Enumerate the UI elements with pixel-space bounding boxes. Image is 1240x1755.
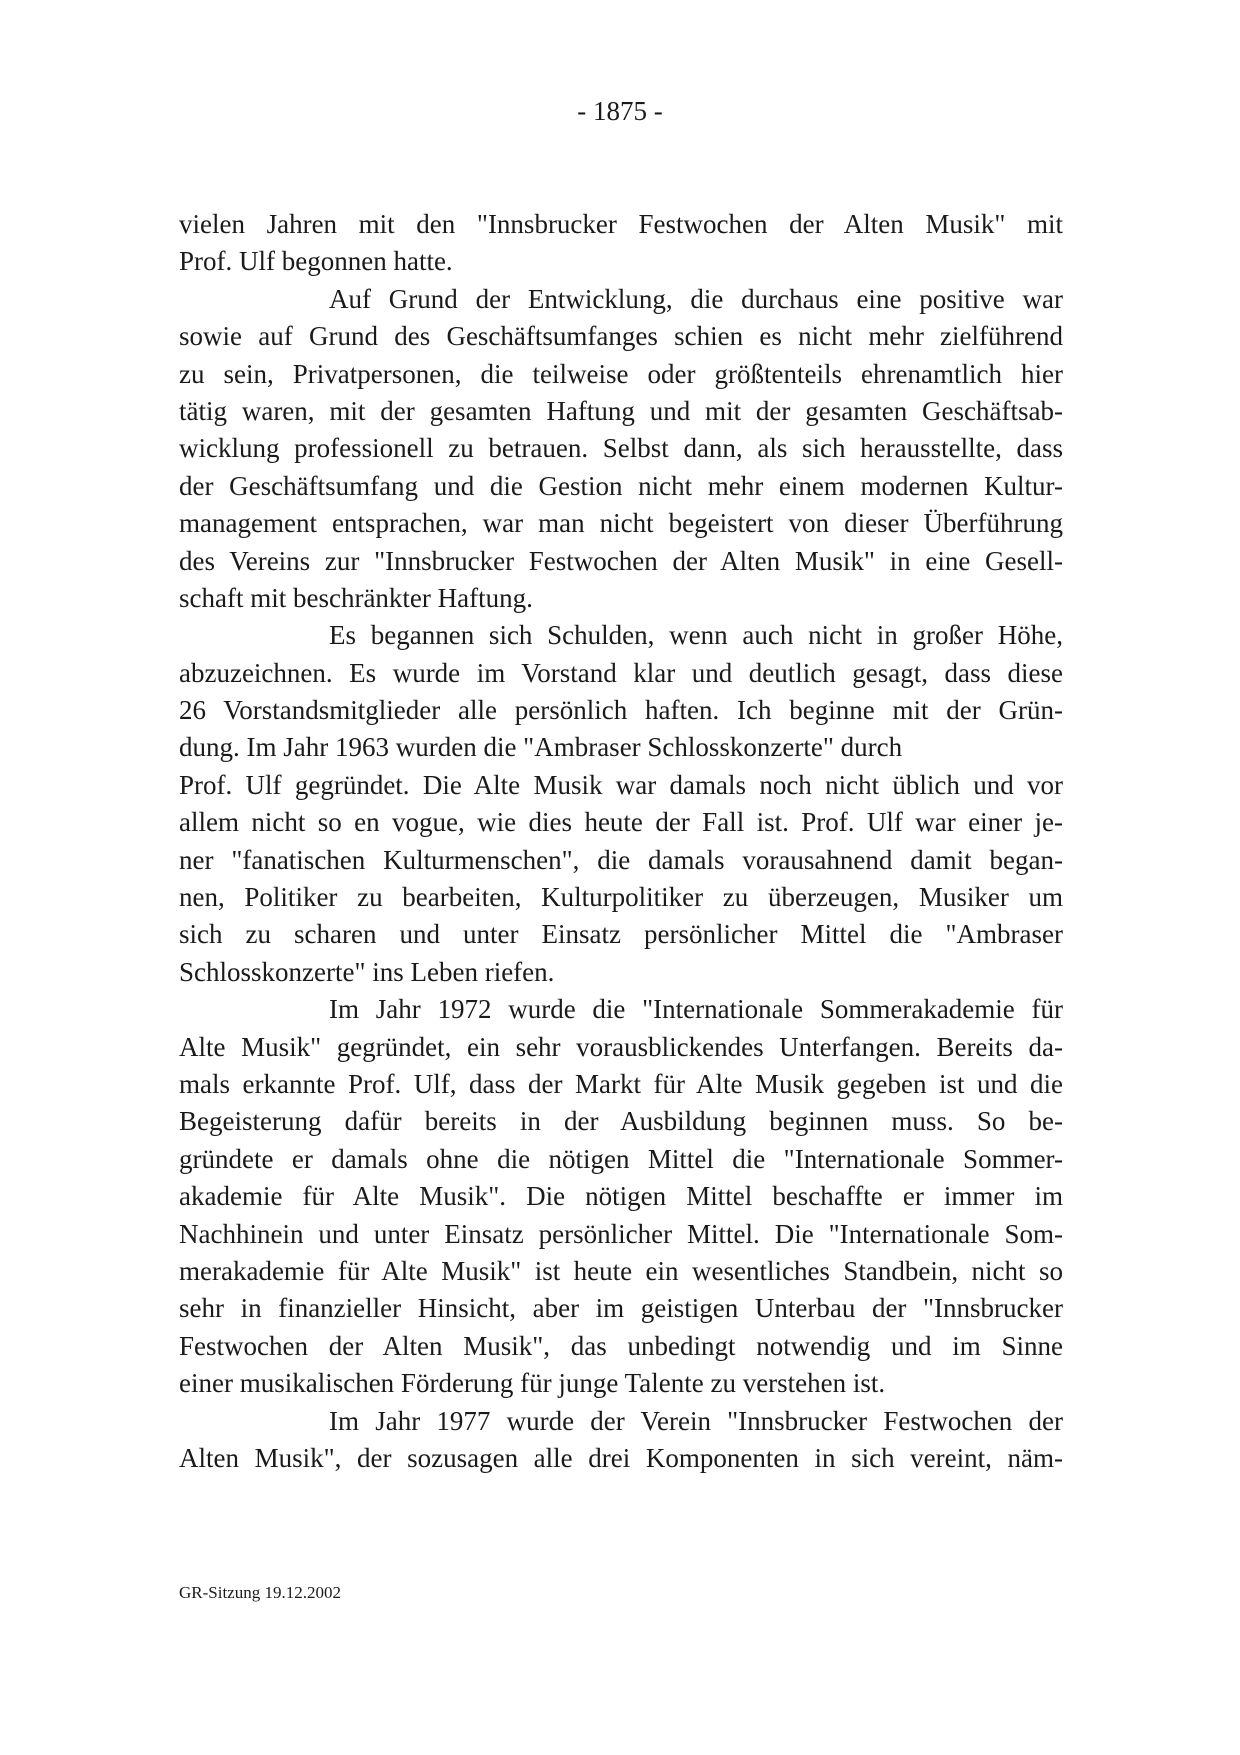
text-line: Im Jahr 1972 wurde die "Internationale Sommerakademie für	[329, 994, 1063, 1025]
text-line: Alte Musik" gegründet, ein sehr vorausblickendes Unterfangen. Bereits da-	[179, 1031, 1063, 1062]
text-line: akademie für Alte Musik". Die nötigen Mittel beschaffte er immer im	[179, 1181, 1063, 1212]
text-line: 26 Vorstandsmitglieder alle persönlich haften. Ich beginne mit der Grün-	[179, 695, 1063, 726]
text-line: Prof. Ulf begonnen hatte.	[179, 246, 453, 277]
text-line: Alten Musik", der sozusagen alle drei Komponenten in sich vereint, näm-	[179, 1442, 1063, 1473]
text-line: sowie auf Grund des Geschäftsumfanges schien es nicht mehr zielführend	[179, 321, 1063, 352]
text-line: Festwochen der Alten Musik", das unbedingt notwendig und im Sinne	[179, 1330, 1063, 1361]
text-line: Schlosskonzerte" ins Leben riefen.	[179, 956, 555, 987]
text-line: Im Jahr 1977 wurde der Verein "Innsbrucker Festwochen der	[329, 1405, 1063, 1436]
text-line: mals erkannte Prof. Ulf, dass der Markt für Alte Musik gegeben ist und die	[179, 1068, 1063, 1099]
text-line: schaft mit beschränkter Haftung.	[179, 582, 533, 613]
page-number: - 1875 -	[577, 96, 663, 126]
body-text	[179, 206, 1063, 1477]
text-line: Prof. Ulf gegründet. Die Alte Musik war damals noch nicht üblich und vor	[179, 769, 1063, 800]
text-line: Begeisterung dafür bereits in der Ausbildung beginnen muss. So be-	[179, 1106, 1063, 1137]
text-line: vielen Jahren mit den "Innsbrucker Festwochen der Alten Musik" mit	[179, 209, 1063, 239]
text-line: management entsprachen, war man nicht begeistert von dieser Überführung	[179, 508, 1063, 539]
text-line: zu sein, Privatpersonen, die teilweise oder größtenteils ehrenamtlich hier	[179, 358, 1063, 389]
text-line: des Vereins zur "Innsbrucker Festwochen der Alten Musik" in eine Gesell-	[179, 545, 1063, 576]
text-line: gründete er damals ohne die nötigen Mittel die "Internationale Sommer-	[179, 1143, 1063, 1174]
text-line: einer musikalischen Förderung für junge Talente zu verstehen ist.	[179, 1368, 886, 1399]
text-line: Auf Grund der Entwicklung, die durchaus eine positive war	[329, 283, 1063, 314]
text-line: sehr in finanzieller Hinsicht, aber im geistigen Unterbau der "Innsbrucker	[179, 1293, 1063, 1324]
text-line: Nachhinein und unter Einsatz persönlicher Mittel. Die "Internationale Som-	[179, 1218, 1063, 1249]
text-line: Es begannen sich Schulden, wenn auch nicht in großer Höhe,	[329, 620, 1063, 651]
text-line: dung. Im Jahr 1963 wurden die "Ambraser Schlosskonzerte" durch	[179, 732, 903, 763]
text-line: wicklung professionell zu betrauen. Selbst dann, als sich herausstellte, dass	[179, 433, 1063, 464]
footer-session-date: GR-Sitzung 19.12.2002	[179, 1583, 341, 1602]
text-line: merakademie für Alte Musik" ist heute ein wesentliches Standbein, nicht so	[179, 1255, 1063, 1286]
text-line: abzuzeichnen. Es wurde im Vorstand klar und deutlich gesagt, dass diese	[179, 657, 1063, 688]
text-line: tätig waren, mit der gesamten Haftung und mit der gesamten Geschäftsab-	[179, 395, 1063, 426]
text-line: sich zu scharen und unter Einsatz persönlicher Mittel die "Ambraser	[179, 919, 1063, 950]
text-line: allem nicht so en vogue, wie dies heute der Fall ist. Prof. Ulf war einer je-	[179, 807, 1063, 838]
text-line: nen, Politiker zu bearbeiten, Kulturpolitiker zu überzeugen, Musiker um	[179, 882, 1063, 913]
text-line: ner "fanatischen Kulturmenschen", die damals vorausahnend damit began-	[179, 844, 1063, 875]
text-line: der Geschäftsumfang und die Gestion nicht mehr einem modernen Kultur-	[179, 470, 1063, 501]
